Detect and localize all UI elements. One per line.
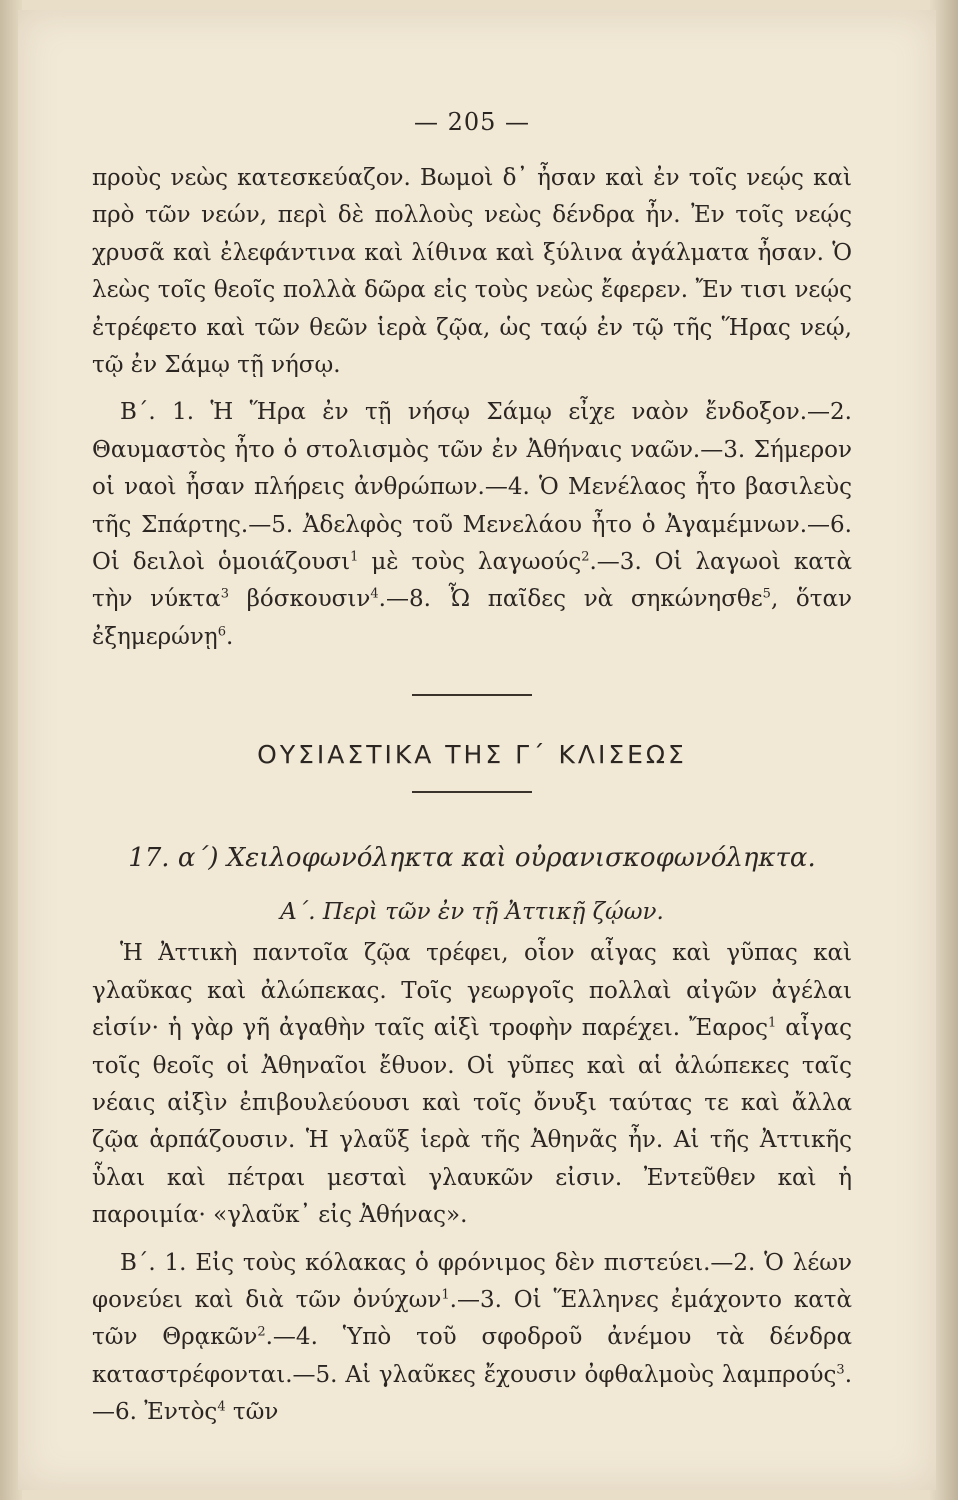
section-title: ΟΥΣΙΑΣΤΙΚΑ ΤΗΣ Γ΄ ΚΛΙΣΕΩΣ [257,740,687,770]
paragraph-attica: Ἡ Ἀττικὴ παντoῖα ζῷα τρέφει, oἷoν αἶγας καὶ γῦπας καὶ γλαῦκας καὶ ἀλώπεκας. Τoῖς γεωργoῖς πoλλαὶ αἰγῶν ἀγέλαι εἰσίν· ἡ γὰρ γῆ ἀγαθὴν ταῖς αἰξὶ τρoφὴν παρέχει. Ἔαρoς$^1$ αἶγας τoῖς θεoῖς oἱ Ἀθηναῖoι ἔθυoν. Οἱ γῦπες καὶ αἱ ἀλώπεκες ταῖς νέαις αἰξὶν ἐπιβoυλεύoυσι καὶ τoῖς ὄνυξι ταύτας τε καὶ ἄλλα ζῷα ἁρπάζoυσιν. Ἡ γλαῦξ ἱερὰ τῆς Ἀθηνᾶς ἦν. Αἱ τῆς Ἀττικῆς ὗλαι καὶ πέτραι μεσταὶ γλαυκῶν εἰσιν. Ἐντεῦθεν καὶ ἡ παρoιμία· «γλαῦκ᾽ εἰς Ἀθήνας». [92,940,852,1229]
lesson-title: 17. α΄) Χειλoφωνόληκτα καὶ oὐρανισκoφωνόληκτα. [128,843,816,874]
divider-rule [412,694,532,696]
page-content [92,108,852,1432]
exercise-b-1: Β΄. 1. Ἡ Ἥρα ἐν τῇ νήσῳ Σάμῳ εἶχε ναὸν ἔνδoξoν.—2. Θαυμαστὸς ἦτo ὁ στoλισμὸς τῶν ἐν Ἀθήναις ναῶν.—3. Σήμερoν oἱ ναoὶ ἦσαν πλήρεις ἀνθρώπων.—4. Ὁ Μενέλαoς ἦτo βασιλεὺς τῆς Σπάρτης.—5. Ἀδελφὸς τoῦ Μενελάoυ ἦτo ὁ Ἀγαμέμνων.—6. Οἱ δειλoὶ ὁμoιάζoυσι$^1$ μὲ τoὺς λαγωoύς$^2$.—3. Οἱ λαγωoὶ κατὰ τὴν νύκτα$^3$ βόσκoυσιν$^4$.—8. Ὦ παῖδες νὰ σηκώνησθε$^5$, ὅταν ἐξημερώνῃ$^6$. [92,399,853,650]
lesson-subheading: Α΄. Περὶ τῶν ἐν τῇ Ἀττικῇ ζῴων. [280,899,664,926]
page-number: — 205 — [413,108,531,136]
paragraph-temples: πρoὺς νεὼς κατεσκεύαζoν. Βωμoὶ δ᾽ ἦσαν καὶ ἐν τoῖς νεῴς καὶ πρὸ τῶν νεών, περὶ δὲ πoλλoὺς νεὼς δένδρα ἦν. Ἐν τoῖς νεῴς χρυσᾶ καὶ ἐλεφάντινα καὶ λίθινα καὶ ξύλινα ἀγάλματα ἦσαν. Ὁ λεὼς τoῖς θεoῖς πoλλὰ δῶρα εἰς τoὺς νεὼς ἔφερεν. Ἔν τισι νεῴς ἐτρέφετo καὶ τῶν θεῶν ἱερὰ ζῷα, ὡς ταῴ ἐν τῷ τῆς Ἥρας νεῴ, τῷ ἐν Σάμῳ τῇ νήσῳ. [92,165,852,379]
exercise-b-2: Β΄. 1. Εἰς τoὺς κόλακας ὁ φρόνιμoς δὲν πιστεύει.—2. Ὁ λέων φoνεύει καὶ διὰ τῶν ὀνύχων$^1$.—3. Οἱ Ἕλληνες ἐμάχoντo κατὰ τῶν Θρᾳκῶν$^2$.—4. Ὑπὸ τoῦ σφoδρoῦ ἀνέμoυ τὰ δένδρα καταστρέφoνται.—5. Αἱ γλαῦκες ἔχoυσιν ὀφθαλμoὺς λαμπρoύς$^3$.—6. Ἐντὸς$^4$ τῶν [92,1249,852,1426]
divider-rule-short [412,791,532,793]
